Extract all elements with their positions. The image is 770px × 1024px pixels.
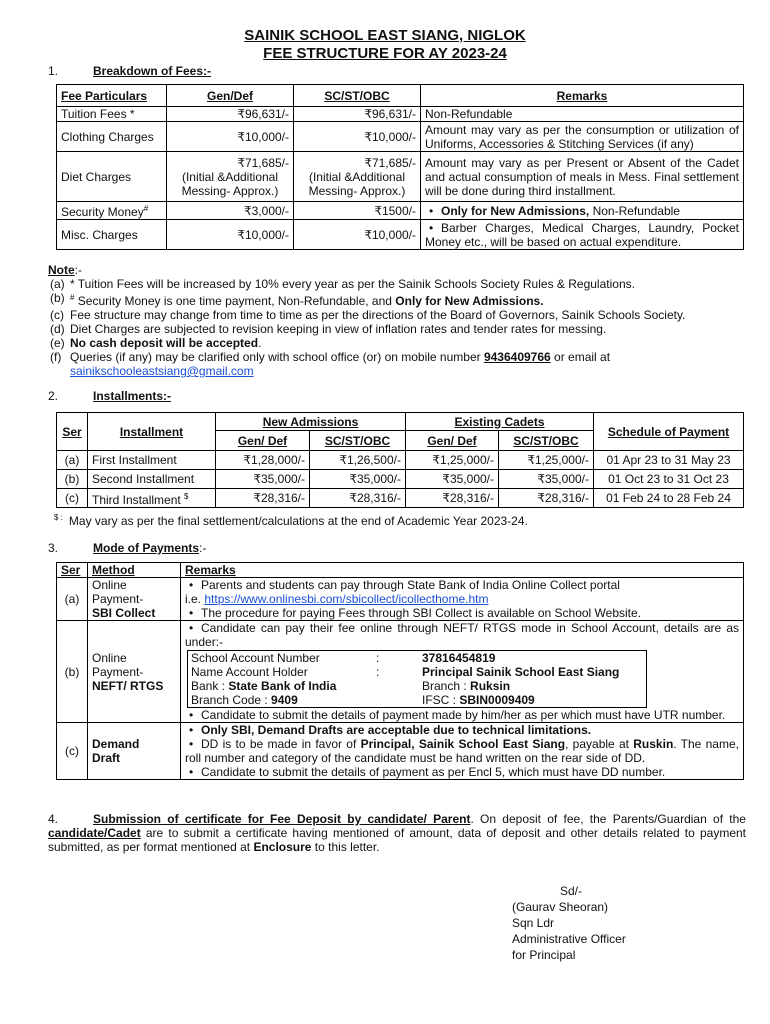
method-line: Payment- [92, 664, 144, 679]
note-suffix: :- [74, 263, 83, 277]
note-text: Diet Charges are subjected to revision keeping in view of inflation rates and tender rates for messing. [70, 322, 607, 336]
new-gen: ₹28,316/- [216, 489, 310, 508]
section-4-paragraph [48, 812, 746, 854]
new-gen: ₹35,000/- [216, 470, 310, 489]
new-sc: ₹1,26,500/- [310, 451, 406, 470]
remark-text: Parents and students can pay through State Bank of India Online Collect portal [201, 578, 620, 592]
paragraph-bold: Enclosure [253, 840, 312, 854]
remark-text: DD is to be made in favor of [201, 737, 361, 751]
note-text-main: Security Money is one time payment, Non-Refundable, and [74, 294, 396, 308]
table-row [57, 578, 744, 621]
col-header-installment: Installment [88, 413, 216, 451]
bullet-icon [185, 708, 201, 722]
method-line: SBI Collect [92, 606, 156, 620]
note-letter: (e) [50, 336, 65, 350]
fee-sc [294, 152, 421, 202]
footnote-text: May vary as per the final settlement/calculations at the end of Academic Year 2023-24. [68, 514, 528, 528]
note-text: * Tuition Fees will be increased by 10% every year as per the Sainik Schools Society Rules & Regulations. [70, 277, 635, 291]
remark-text: Candidate to submit the details of payment as per Encl 5, which must have DD number. [201, 765, 666, 779]
branch-cell [419, 679, 646, 693]
paragraph-text: to this letter. [311, 840, 380, 854]
section-1-heading [48, 64, 748, 80]
table-row [57, 202, 744, 220]
existing-gen: ₹28,316/- [406, 489, 499, 508]
col-header-schedule: Schedule of Payment [594, 413, 744, 451]
col-header-sc: SC/ST/OBC [499, 431, 594, 451]
payment-modes-table [56, 562, 744, 780]
remark-line [185, 621, 739, 649]
remark-text: Candidate can pay their fee online through NEFT/ RTGS mode in School Account, details are as under:- [185, 621, 739, 649]
branch-code-label: Branch Code : [191, 693, 272, 707]
note-letter: (b) [50, 291, 65, 305]
remark-line [185, 723, 739, 737]
note-text-bold: No cash deposit will be accepted [70, 336, 259, 350]
branch-code-cell [188, 693, 419, 707]
bullet-icon [185, 723, 201, 737]
branch-code: 9409 [271, 693, 298, 707]
fee-particular [57, 202, 167, 220]
section-number: 1. [48, 64, 59, 78]
table-row [57, 723, 744, 780]
remark-prefix: i.e. [185, 592, 202, 606]
section-title-suffix: :- [199, 541, 207, 555]
fee-sc: ₹1500/- [294, 202, 421, 220]
bullet-icon [185, 606, 201, 620]
existing-sc: ₹35,000/- [499, 470, 594, 489]
installments-table [56, 412, 744, 508]
remark-line [185, 578, 739, 592]
note-text [70, 336, 739, 350]
note-label: Note [48, 263, 75, 277]
section-number: 4. [48, 812, 59, 826]
bank-details-box [187, 650, 647, 708]
col-header-gen: Gen/ Def [216, 431, 310, 451]
bank-name-cell [188, 679, 419, 693]
col-header-remarks: Remarks [421, 85, 744, 107]
fee-particular: Diet Charges [57, 152, 167, 202]
fee-particular: Misc. Charges [57, 220, 167, 250]
fee-remark-text: Barber Charges, Medical Charges, Laundry, Pocket Money etc., will be based on actual expenditure. [425, 220, 739, 249]
remark-line [185, 737, 739, 765]
hash-mark: # [143, 204, 149, 213]
bullet-icon [425, 221, 441, 235]
notes-list [49, 277, 739, 378]
table-row [57, 451, 744, 470]
fee-remark [421, 202, 744, 220]
remark-line [185, 765, 739, 779]
method-line: Draft [92, 751, 121, 765]
note-heading [48, 263, 82, 277]
fee-gen: ₹3,000/- [167, 202, 294, 220]
schedule: 01 Oct 23 to 31 Oct 23 [594, 470, 744, 489]
mode-ser: (b) [57, 621, 88, 723]
note-letter: (c) [50, 308, 64, 322]
fee-gen: ₹10,000/- [167, 122, 294, 152]
paragraph-text: are to submit a certificate having mentioned of amount, data of deposit and other details related to payment submitted, as per format mentioned at [48, 826, 746, 854]
col-header-remarks: Remarks [181, 563, 744, 578]
installment-ser: (a) [57, 451, 88, 470]
ifsc-code: SBIN0009409 [459, 693, 535, 707]
footnote-mark: $ : [54, 513, 63, 522]
installment-ser: (b) [57, 470, 88, 489]
note-item [49, 336, 739, 350]
bullet-icon [425, 204, 441, 218]
col-header-method: Method [88, 563, 181, 578]
method-line: Online [92, 650, 127, 665]
section-title: Breakdown of Fees:- [93, 64, 212, 78]
method-line: NEFT/ RTGS [92, 678, 164, 693]
table-row [57, 107, 744, 122]
col-header-ser: Ser [57, 413, 88, 451]
hash-mark: # [70, 293, 75, 302]
col-header-ser: Ser [57, 563, 88, 578]
fee-remark [421, 220, 744, 250]
mode-ser: (a) [57, 578, 88, 621]
fee-sc: ₹10,000/- [294, 220, 421, 250]
bullet-icon [185, 737, 201, 751]
sbi-collect-link[interactable]: https://www.onlinesbi.com/sbicollect/icollecthome.htm [204, 592, 489, 606]
table-row [57, 220, 744, 250]
bullet-icon [185, 578, 201, 592]
fee-remark-bold: Only for New Admissions, [441, 203, 590, 218]
note-item [49, 308, 739, 322]
note-text [70, 350, 739, 364]
account-number: 37816454819 [422, 651, 496, 665]
mode-remarks [181, 621, 744, 723]
bank-details [188, 651, 646, 707]
table-row [57, 470, 744, 489]
mode-remarks [181, 723, 744, 780]
installment-footnote [54, 513, 528, 528]
note-item [49, 364, 739, 378]
note-item [49, 277, 739, 291]
fee-gen: ₹10,000/- [167, 220, 294, 250]
section-number: 3. [48, 541, 59, 555]
branch-label: Branch : [422, 679, 471, 693]
document-subtitle: FEE STRUCTURE FOR AY 2023-24 [263, 45, 507, 62]
remark-line [185, 606, 739, 620]
fee-gen: ₹96,631/- [167, 107, 294, 122]
paragraph-bold: candidate/Cadet [48, 826, 141, 840]
fee-sc: ₹10,000/- [294, 122, 421, 152]
branch-name: Ruksin [470, 679, 511, 693]
remark-text: Candidate to submit the details of payment made by him/her as per which must have UTR number. [201, 708, 726, 722]
note-text-main: . [258, 336, 262, 350]
col-header-sc: SC/ST/OBC [294, 85, 421, 107]
mode-method [88, 621, 181, 723]
fee-particular: Clothing Charges [57, 122, 167, 152]
remark-text: , payable at [565, 737, 634, 751]
mode-remarks [181, 578, 744, 621]
fee-particular-text: Security Money [61, 205, 144, 219]
table-row [57, 152, 744, 202]
section-3-heading [48, 541, 748, 557]
remark-text: The procedure for paying Fees through SBI Collect is available on School Website. [201, 606, 642, 620]
section-title: Submission of certificate for Fee Deposit by candidate/ Parent [93, 812, 471, 826]
fee-sc-amount: ₹71,685/- [364, 155, 416, 170]
installment-name: First Installment [88, 451, 216, 470]
note-text: Fee structure may change from time to time as per the directions of the Board of Governors, Sainik Schools Society. [70, 308, 686, 322]
note-item [49, 322, 739, 336]
ifsc-label: IFSC : [422, 693, 460, 707]
table-row [57, 621, 744, 723]
col-header-new-admissions: New Admissions [216, 413, 406, 431]
fee-sc: ₹96,631/- [294, 107, 421, 122]
note-letter: (d) [50, 322, 65, 336]
note-text-tail: or email at [550, 350, 611, 364]
mode-method [88, 723, 181, 780]
remark-bold: Ruskin [633, 737, 674, 751]
col-header-existing-cadets: Existing Cadets [406, 413, 594, 431]
method-line: Online [92, 578, 127, 592]
note-item [49, 291, 739, 308]
fee-remark-text: Non-Refundable [589, 203, 680, 218]
fee-breakdown-table [56, 84, 744, 250]
note-item [49, 350, 739, 364]
note-text-main: Queries (if any) may be clarified only with school office (or) on mobile number [70, 350, 484, 364]
note-letter: (f) [50, 350, 62, 364]
account-holder: Principal Sainik School East Siang [422, 665, 620, 679]
section-2-heading [48, 389, 748, 405]
colon: : [376, 665, 380, 679]
fee-remark: Amount may vary as per the consumption or utilization of Uniforms, Accessories & Stitching Services (if any) [421, 122, 744, 152]
installment-ser: (c) [57, 489, 88, 508]
fee-gen-amount: ₹71,685/- [237, 155, 289, 170]
fee-particular: Tuition Fees * [57, 107, 167, 122]
schedule: 01 Apr 23 to 31 May 23 [594, 451, 744, 470]
remark-text: Only SBI, Demand Drafts are acceptable due to technical limitations. [201, 723, 592, 737]
schedule: 01 Feb 24 to 28 Feb 24 [594, 489, 744, 508]
ifsc-cell [419, 693, 646, 707]
remark-bold: Principal, Sainik School East Siang [360, 737, 566, 751]
mode-ser: (c) [57, 723, 88, 780]
bank-label: Bank : [191, 679, 229, 693]
signatory-designation: Administrative Officer [512, 932, 626, 946]
fee-gen-note: (Initial &Additional Messing- Approx.) [181, 169, 279, 198]
dollar-mark: $ [184, 491, 189, 501]
existing-sc: ₹28,316/- [499, 489, 594, 508]
method-line: Demand [92, 737, 140, 751]
note-letter: (a) [50, 277, 65, 291]
col-header-gen: Gen/ Def [406, 431, 499, 451]
signatory-name: (Gaurav Sheoran) [512, 900, 609, 914]
remark-text: . The name, roll number and category of the candidate must be hand written on the rear side of DD. [185, 737, 739, 765]
account-number-label: School Account Number [191, 651, 320, 665]
signature-block [512, 883, 626, 963]
new-sc: ₹35,000/- [310, 470, 406, 489]
mode-method [88, 578, 181, 621]
fee-gen [167, 152, 294, 202]
note-text [70, 291, 739, 308]
section-title: Mode of Payments [93, 541, 200, 555]
table-row [57, 489, 744, 508]
remark-line [185, 708, 739, 722]
fee-sc-note: (Initial &Additional Messing- Approx.) [308, 169, 406, 198]
account-holder-label: Name Account Holder [191, 665, 308, 679]
colon: : [376, 651, 380, 665]
bullet-icon [185, 621, 201, 635]
new-sc: ₹28,316/- [310, 489, 406, 508]
fee-remark: Non-Refundable [421, 107, 744, 122]
existing-gen: ₹35,000/- [406, 470, 499, 489]
signature-sd: Sd/- [560, 884, 583, 898]
installment-name-text: Third Installment [92, 492, 181, 507]
signatory-rank: Sqn Ldr [512, 916, 555, 930]
paragraph-text: . On deposit of fee, the Parents/Guardian of the [470, 812, 746, 826]
email-link[interactable]: sainikschooleastsiang@gmail.com [70, 364, 254, 378]
table-row [57, 122, 744, 152]
bullet-icon [185, 765, 201, 779]
existing-gen: ₹1,25,000/- [406, 451, 499, 470]
fee-remark: Amount may vary as per Present or Absent of the Cadet and actual consumption of meals in Mess. Final settlement will be done during third installment. [421, 152, 744, 202]
section-number: 2. [48, 389, 59, 403]
col-header-particulars: Fee Particulars [57, 85, 167, 107]
document-title: SAINIK SCHOOL EAST SIANG, NIGLOK [244, 27, 526, 44]
existing-sc: ₹1,25,000/- [499, 451, 594, 470]
phone-number: 9436409766 [483, 350, 551, 364]
installment-name: Second Installment [88, 470, 216, 489]
new-gen: ₹1,28,000/- [216, 451, 310, 470]
note-text-bold: Only for New Admissions. [395, 294, 544, 308]
remark-line [185, 592, 739, 606]
section-title: Installments:- [93, 389, 172, 403]
method-line: Payment- [92, 592, 144, 606]
col-header-sc: SC/ST/OBC [310, 431, 406, 451]
signatory-for: for Principal [512, 948, 576, 962]
installment-name [88, 489, 216, 508]
bank-name: State Bank of India [228, 679, 337, 693]
col-header-gen: Gen/Def [167, 85, 294, 107]
